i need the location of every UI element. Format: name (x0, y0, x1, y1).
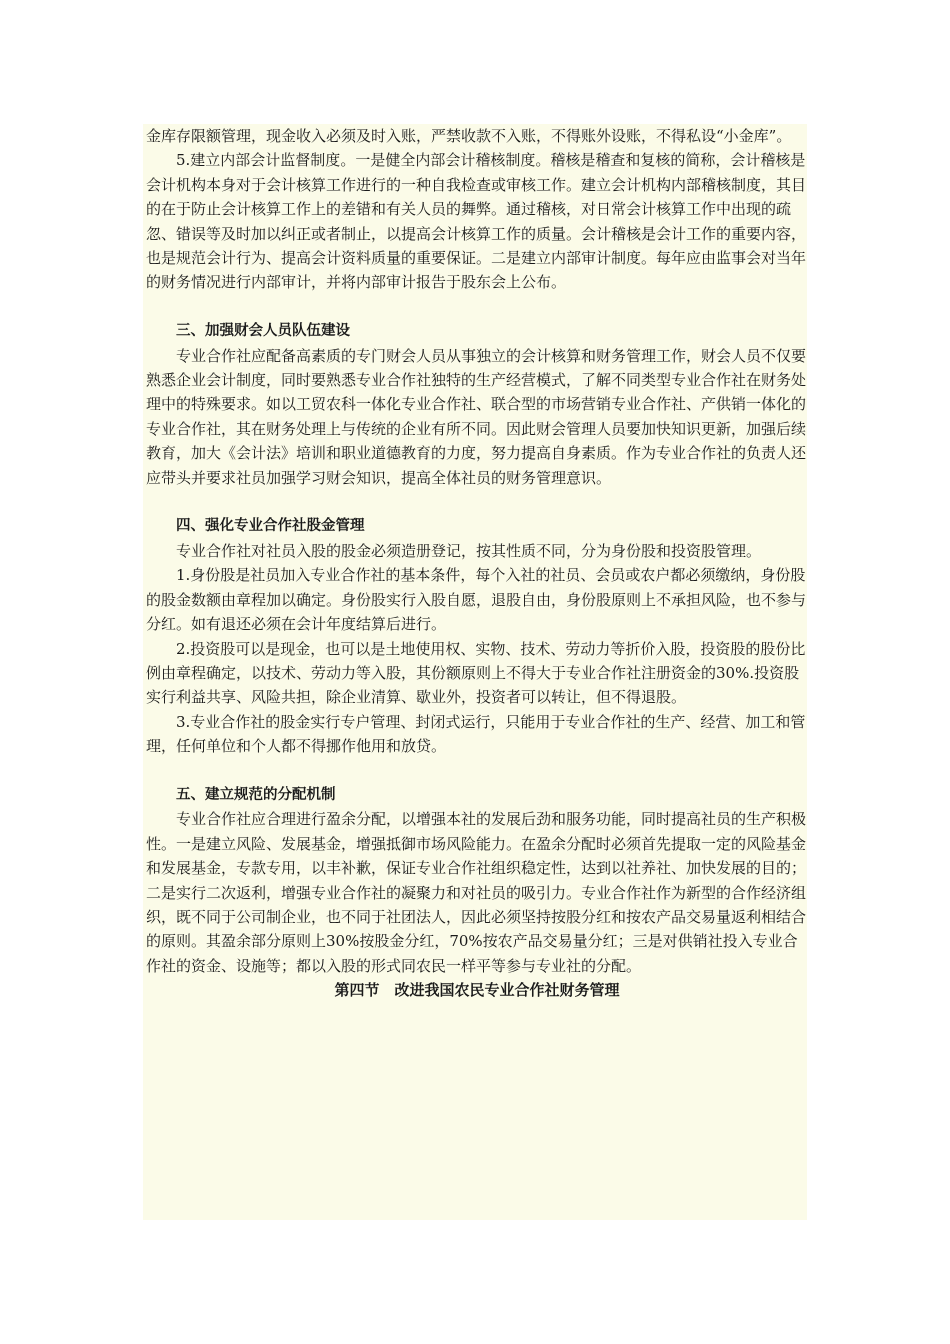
spacer (146, 295, 808, 319)
section3-heading: 三、加强财会人员队伍建设 (176, 323, 350, 340)
section3-paragraph: 专业合作社应配备高素质的专门财会人员从事独立的会计核算和财务管理工作，财会人员不仅要熟悉企业会计制度，同时要熟悉专业合作社独特的生产经营模式，了解不同类型专业合作社在财务处理中的特殊要求。如以工贸农科一体化专业合作社、联合型的市场营销专业合作社、产供销一体化的专业合作社，其在财务处理上与传统的企业有所不同。因此财会管理人员要加快知识更新，加强后续教育，加大《会计法》培训和职业道德教育的力度，努力提高自身素质。作为专业合作社的负责人还应带头并要求社员加强学习财会知识，提高全体社员的财务管理意识。 (146, 346, 807, 487)
next-section-title: 第四节 改进我国农民专业合作社财务管理 (334, 981, 620, 1000)
section5-heading: 五、建立规范的分配机制 (176, 786, 336, 803)
section4-item-2: 2.投资股可以是现金，也可以是土地使用权、实物、技术、劳动力等折价入股，投资股的股份比例由章程确定，以技术、劳动力等入股，其份额原则上不得大于专业合作社注册资金的30%.投资股实行利益共享、风险共担，除企业清算、歇业外，投资者可以转让，但不得退股。 (146, 639, 806, 707)
spacer (146, 490, 808, 514)
section4-item-1: 1.身份股是社员加入专业合作社的基本条件，每个入社的社员、会员或农户都必须缴纳，身份股的股金数额由章程加以确定。身份股实行入股自愿，退股自由，身份股原则上不承担风险，也不参与分红。如有退还必须在会计年度结算后进行。 (146, 566, 807, 634)
section4-paragraph: 专业合作社对社员入股的股金必须造册登记，按其性质不同，分为身份股和投资股管理。 (176, 541, 762, 560)
section4-heading: 四、强化专业合作社股金管理 (176, 518, 365, 535)
document-body (146, 124, 808, 1003)
spacer (146, 759, 808, 783)
intro-paragraph: 金库存限额管理，现金收入必须及时入账，严禁收款不入账，不得账外设账，不得私设“小金库”。 (146, 127, 792, 145)
section5-paragraph: 专业合作社应合理进行盈余分配，以增强本社的发展后劲和服务功能，同时提高社员的生产积极性。一是建立风险、发展基金，增强抵御市场风险能力。在盈余分配时必须首先提取一定的风险基金和发展基金，专款专用，以丰补歉，保证专业合作社组织稳定性，达到以社养社、加快发展的目的；二是实行二次返利，增强专业合作社的凝聚力和对社员的吸引力。专业合作社作为新型的合作经济组织，既不同于公司制企业，也不同于社团法人，因此必须坚持按股分红和按农产品交易量返利相结合的原则。其盈余部分原则上30%按股金分红，70%按农产品交易量分红；三是对供销社投入专业合作社的资金、设施等；都以入股的形式同农民一样平等参与专业社的分配。 (146, 810, 807, 975)
section4-item-3: 3.专业合作社的股金实行专户管理、封闭式运行，只能用于专业合作社的生产、经营、加工和管理，任何单位和个人都不得挪作他用和放贷。 (146, 712, 806, 756)
audit-paragraph: 5.建立内部会计监督制度。一是健全内部会计稽核制度。稽核是稽查和复核的简称，会计稽核是会计机构本身对于会计核算工作进行的一种自我检查或审核工作。建立会计机构内部稽核制度，其目的在于防止会计核算工作上的差错和有关人员的舞弊。通过稽核，对日常会计核算工作中出现的疏忽、错误等及时加以纠正或者制止，以提高会计核算工作的质量。会计稽核是会计工作的重要内容，也是规范会计行为、提高会计资料质量的重要保证。二是建立内部审计制度。每年应由监事会对当年的财务情况进行内部审计，并将内部审计报告于股东会上公布。 (146, 151, 807, 292)
